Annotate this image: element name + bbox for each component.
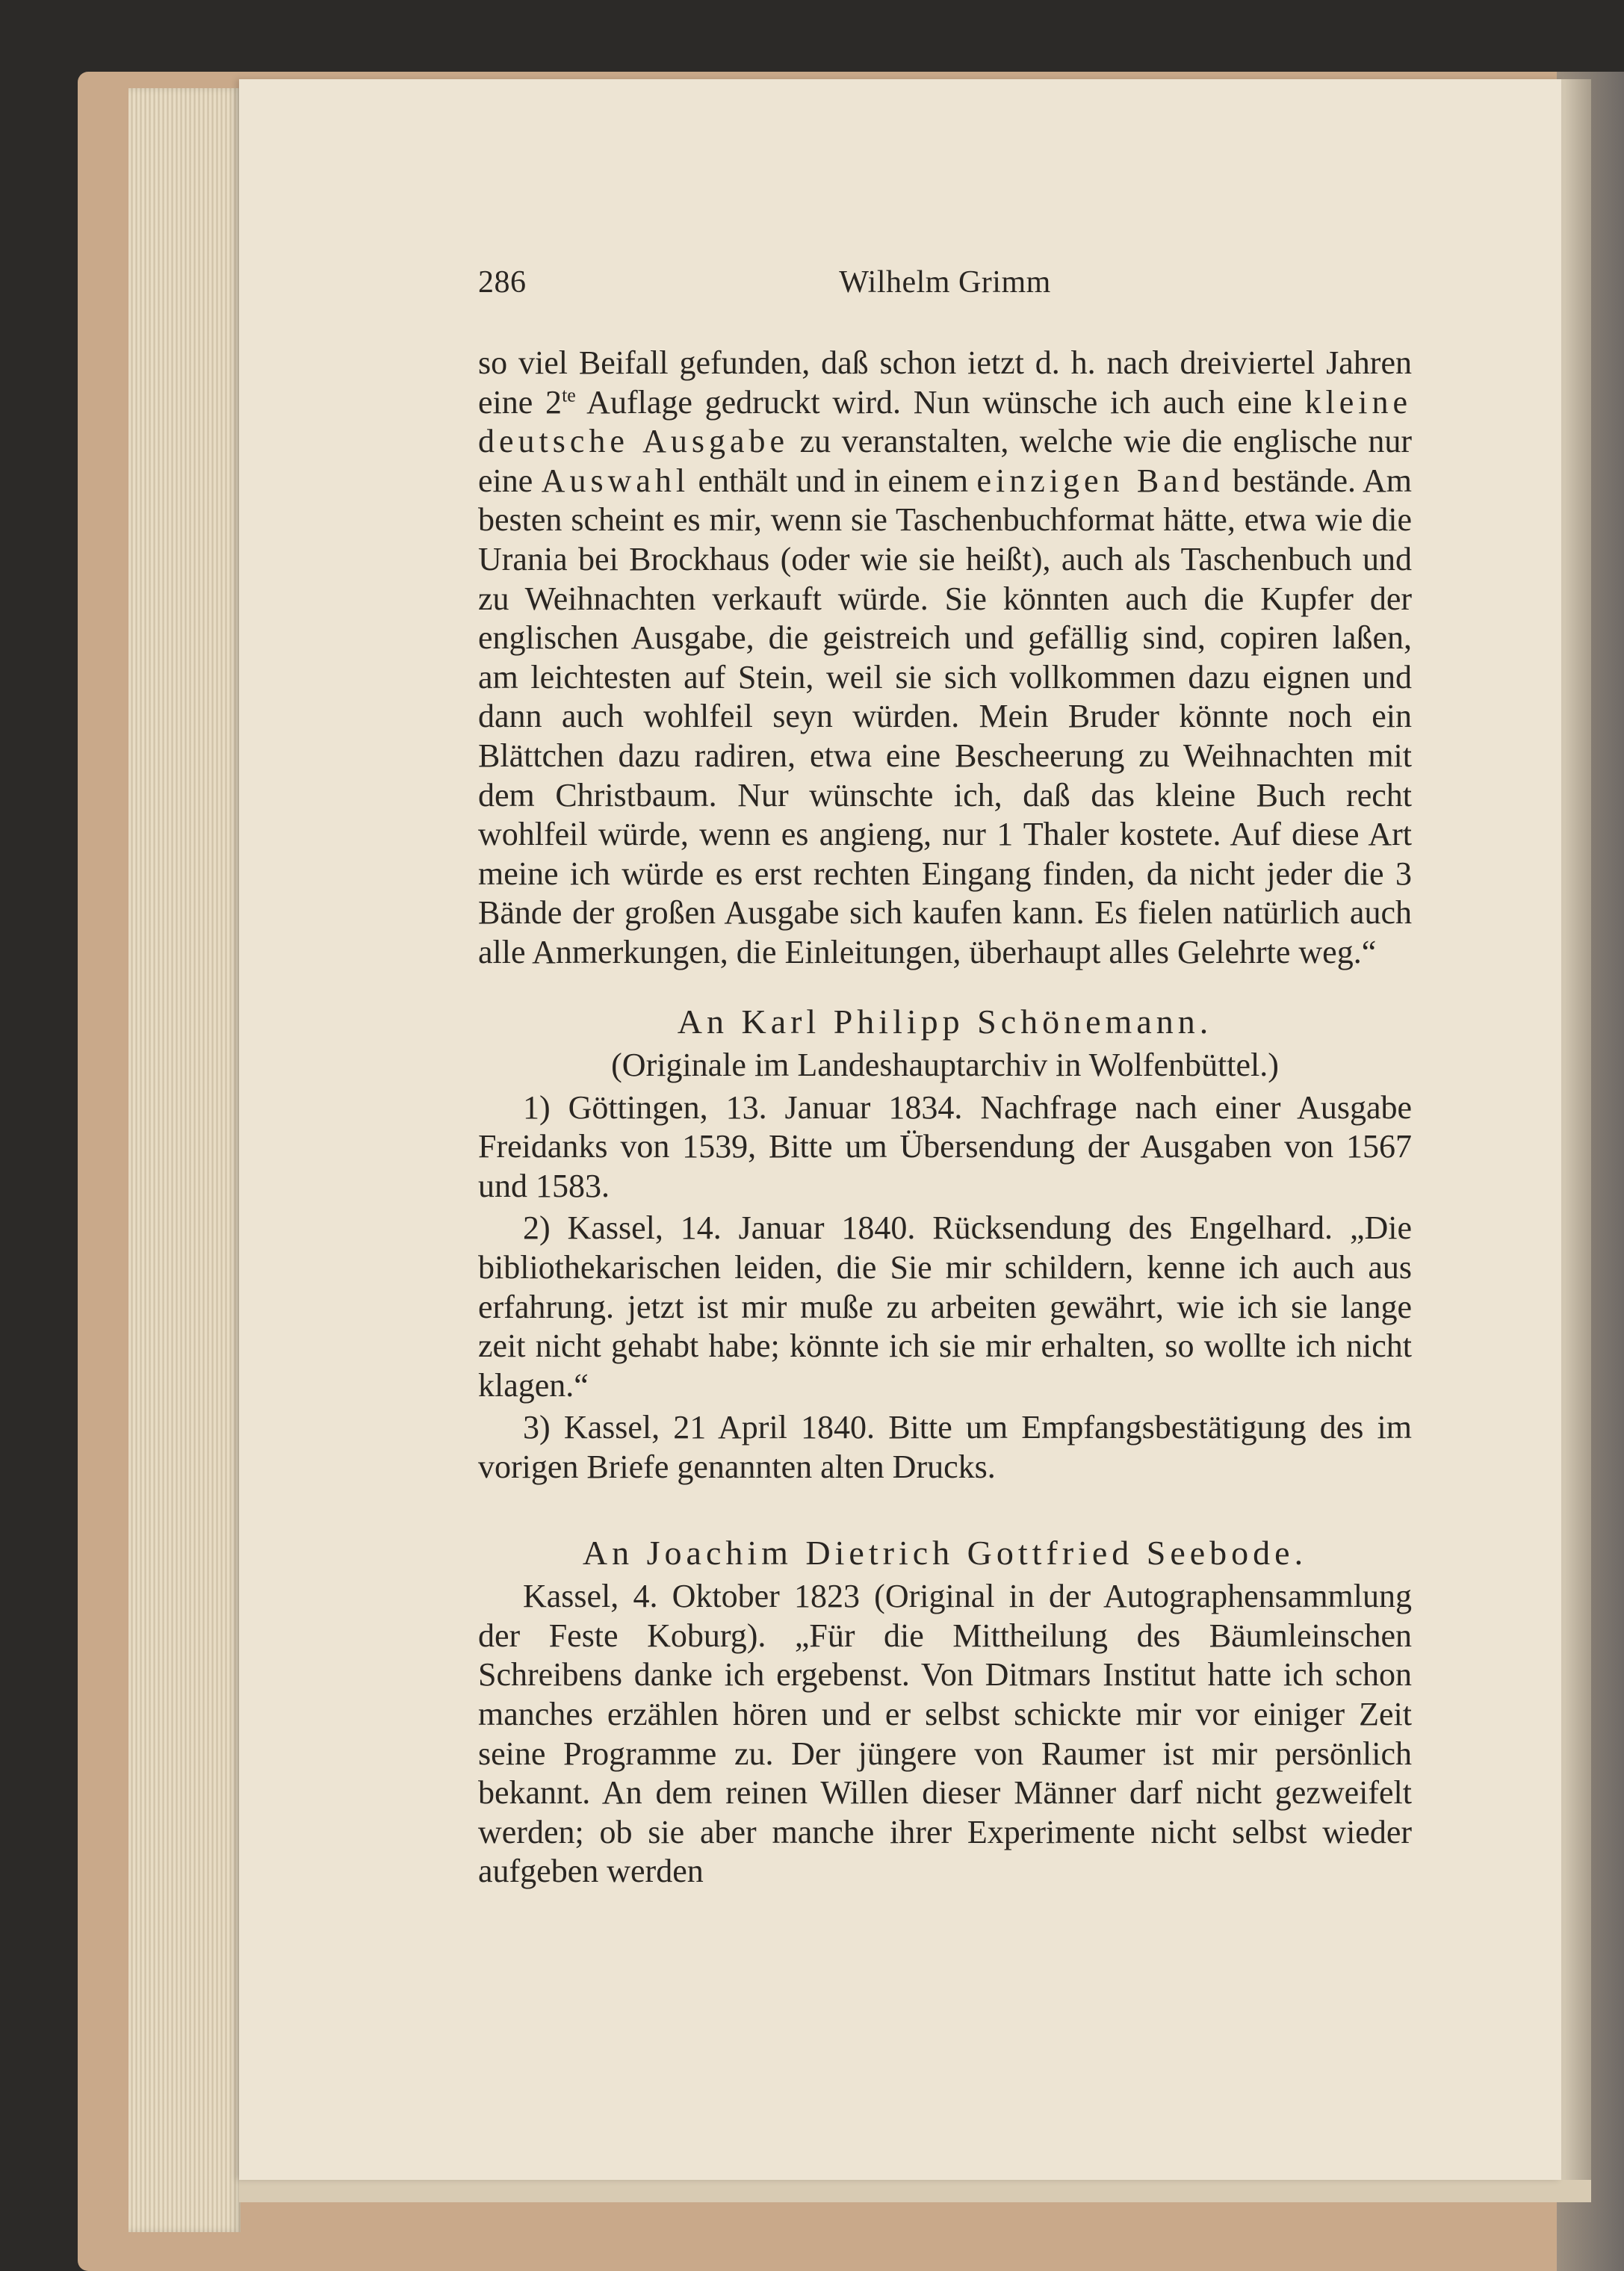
page-edges <box>128 88 241 2232</box>
spaced-emphasis: einzigen Band <box>976 462 1224 499</box>
source-note: (Originale im Landeshauptarchiv in Wolfenbüttel.) <box>611 1047 1279 1084</box>
facing-page-edge <box>1561 79 1591 2180</box>
text-run: Auflage gedruckt wird. Nun wünsche ich auch eine <box>575 383 1305 421</box>
text-run: enthält und in einem <box>689 462 977 499</box>
section-heading-seebode: An Joachim Dietrich Gottfried Seebode. <box>582 1533 1308 1572</box>
running-header <box>478 263 1412 308</box>
running-title: Wilhelm Grimm <box>839 265 1051 300</box>
letter-entry-2: 2) Kassel, 14. Januar 1840. Rücksendung des Engelhard. „Die bibliothekarischen leiden, die Sie mir schildern, kenne ich auch aus erfahrung. jetzt ist mir muße zu arbeiten gewährt, wie ich sie lange zeit nicht gehabt habe; könnte ich sie mir erhalten, so wollte ich nicht klagen.“ <box>478 1209 1412 1404</box>
spaced-emphasis: Auswahl <box>541 462 690 499</box>
page-bottom-edge <box>239 2180 1591 2202</box>
spaced-emphasis: kleine deutsche Ausgabe <box>478 383 1412 460</box>
letter-body: Kassel, 4. Oktober 1823 (Original in der Autographensammlung der Feste Koburg). „Für die Mittheilung des Bäumleinschen Schreibens danke ich ergebenst. Von Ditmars Institut hatte ich schon manches erzählen hören und er selbst schickte mir vor einiger Zeit seine Programme zu. Der jüngere von Raumer ist mir persönlich bekannt. An dem reinen Willen dieser Männer darf nicht gezweifelt werden; ob sie aber manche ihrer Experimente nicht selbst wieder aufgeben werden <box>478 1578 1412 1890</box>
text-run: bestände. Am besten scheint es mir, wenn sie Taschenbuchformat hätte, etwa wie die Urania bei Brockhaus (oder wie sie heißt), auch als Taschenbuch und zu Weihnachten verkauft würde. Sie könnten auch die Kupfer der englischen Ausgabe, die geistreich und gefällig sind, copiren laßen, am leichtesten auf Stein, weil sie sich vollkommen dazu eignen und dann auch wohlfeil seyn würden. Mein Bruder könnte noch ein Blättchen dazu radiren, etwa eine Bescheerung zu Weihnachten mit dem Christbaum. Nur wünschte ich, daß das kleine Buch recht wohlfeil würde, wenn es angieng, nur 1 Thaler kostete. Auf diese Art meine ich würde es erst rechten Eingang finden, da nicht jeder die 3 Bände der großen Ausgabe sich kaufen kann. Es fielen natürlich auch alle Anmerkungen, die Einleitungen, überhaupt alles Gelehrte weg.“ <box>478 462 1413 970</box>
section-heading-schoenemann: An Karl Philipp Schönemann. <box>677 1002 1213 1041</box>
page-number: 286 <box>478 265 527 300</box>
page-text <box>478 263 1412 1892</box>
letter-entry-3: 3) Kassel, 21 April 1840. Bitte um Empfangsbestätigung des im vorigen Briefe genannten alten Drucks. <box>478 1409 1412 1486</box>
letter-entry-1: 1) Göttingen, 13. Januar 1834. Nachfrage nach einer Ausgabe Freidanks von 1539, Bitte um Übersendung der Ausgaben von 1567 und 1583. <box>478 1088 1412 1204</box>
text-run: zu veranstalten, welche wie die englische nur eine <box>478 423 1412 499</box>
text-run: so viel Beifall gefunden, daß schon ietzt d. h. nach dreiviertel Jahren eine 2 <box>478 344 1412 421</box>
superscript: te <box>562 383 576 406</box>
paragraph-continuation <box>478 344 1412 973</box>
